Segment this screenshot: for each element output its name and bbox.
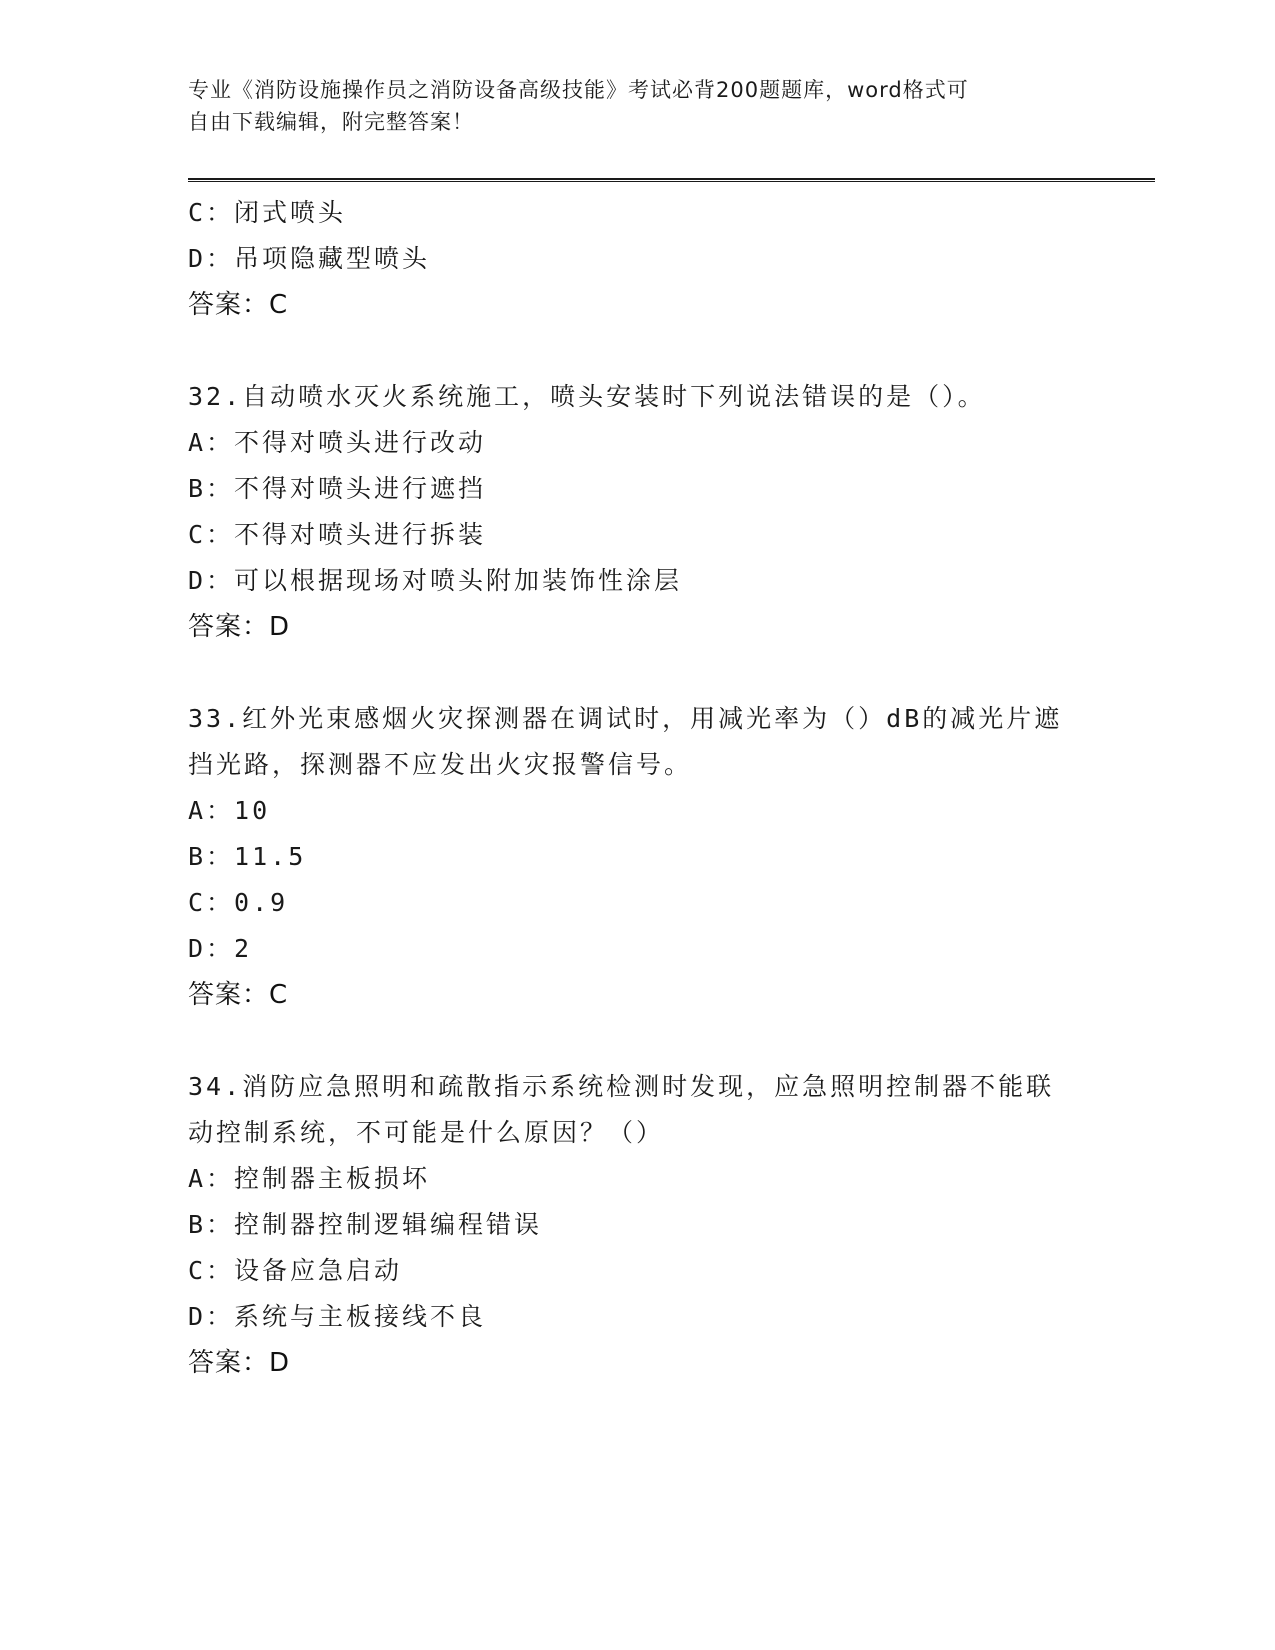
option-b: B：不得对喷头进行遮挡 [188,474,487,503]
option-c: C：设备应急启动 [188,1256,403,1285]
question-32 [188,374,1088,650]
option-a: A：不得对喷头进行改动 [188,428,487,457]
spacer [188,328,1088,374]
option-d: D：吊项隐藏型喷头 [188,244,431,273]
answer-line: 答案：C [188,290,289,320]
question-stem: 32.自动喷水灭火系统施工，喷头安装时下列说法错误的是（）。 [188,382,986,411]
option-d: D：可以根据现场对喷头附加装饰性涂层 [188,566,683,595]
spacer [188,1018,1088,1064]
option-d: D：系统与主板接线不良 [188,1302,487,1331]
option-c: C：0.9 [188,888,289,917]
question-stem: 34.消防应急照明和疏散指示系统检测时发现，应急照明控制器不能联动控制系统，不可能是什么原因？（） [188,1072,1055,1147]
answer-line: 答案：C [188,980,289,1010]
question-34 [188,1064,1088,1386]
option-a: A：控制器主板损坏 [188,1164,431,1193]
partial-question [188,190,1088,328]
header-divider [188,178,1155,182]
option-c: C：闭式喷头 [188,198,347,227]
option-d: D：2 [188,934,253,963]
option-c: C：不得对喷头进行拆装 [188,520,487,549]
option-a: A：10 [188,796,271,825]
document-header [188,74,1088,138]
spacer [188,650,1088,696]
option-b: B：11.5 [188,842,307,871]
option-b: B：控制器控制逻辑编程错误 [188,1210,543,1239]
question-content [188,190,1088,1386]
answer-line: 答案：D [188,1348,291,1378]
answer-line: 答案：D [188,612,291,642]
question-33 [188,696,1088,1018]
question-stem: 33.红外光束感烟火灾探测器在调试时，用减光率为（）dB的减光片遮挡光路，探测器不应发出火灾报警信号。 [188,704,1063,779]
header-line-1: 专业《消防设施操作员之消防设备高级技能》考试必背200题题库，word格式可 [188,78,969,102]
header-line-2: 自由下载编辑，附完整答案！ [188,110,474,134]
